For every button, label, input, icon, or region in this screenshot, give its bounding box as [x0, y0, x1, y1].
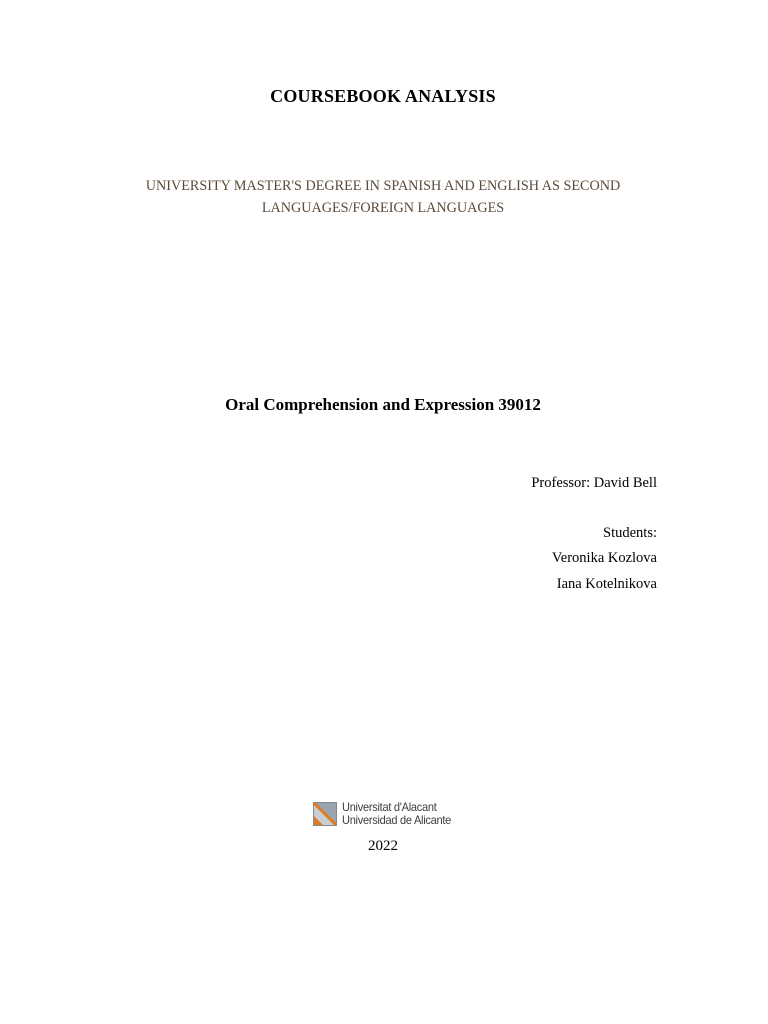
course-name: Oral Comprehension and Expression 39012 — [225, 395, 541, 414]
student-name: Iana Kotelnikova — [556, 576, 657, 592]
students-label: Students: — [603, 525, 657, 541]
document-year: 2022 — [368, 838, 398, 854]
degree-subtitle: UNIVERSITY MASTER'S DEGREE IN SPANISH AND ENGLISH AS SECOND LANGUAGES/FOREIGN LANGUAGES — [145, 178, 621, 216]
university-logo-icon — [313, 802, 337, 826]
university-logo — [313, 801, 458, 829]
student-name: Veronika Kozlova — [551, 550, 657, 566]
document-title: COURSEBOOK ANALYSIS — [270, 86, 496, 106]
professor-name: Professor: David Bell — [531, 475, 657, 491]
logo-text-line2: Universidad de Alicante — [342, 813, 452, 827]
logo-text-line1: Universitat d'Alacant — [342, 800, 437, 814]
